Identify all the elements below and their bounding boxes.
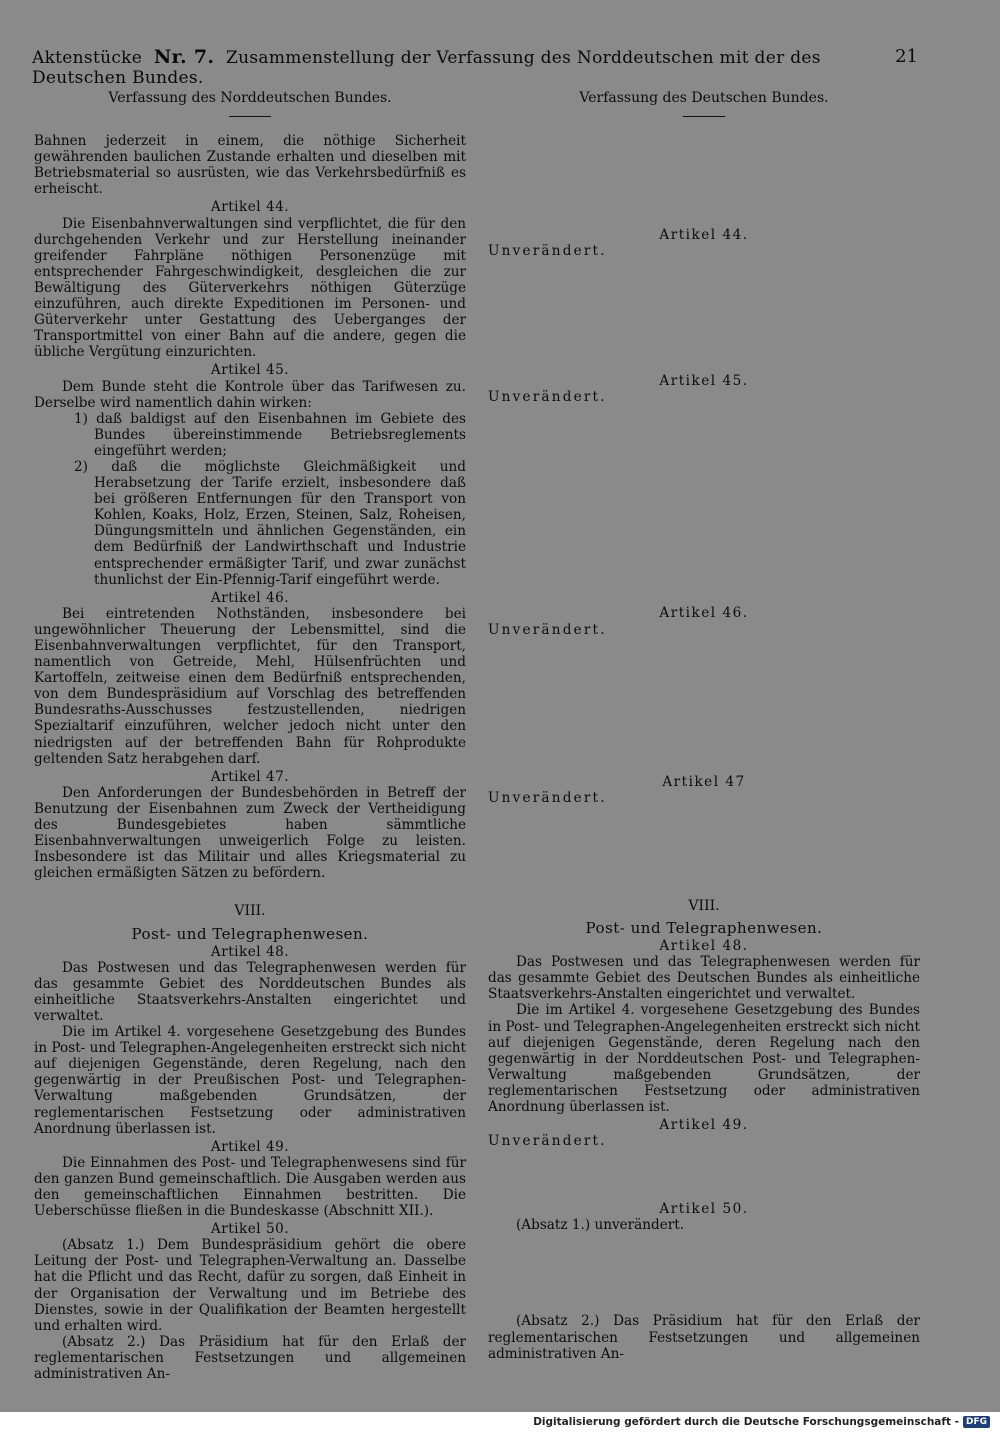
article-heading: Artikel 49. [659, 1117, 749, 1134]
unchanged-text: Unverändert. [488, 621, 607, 638]
header-title: Zusammenstellung der Verfassung des Norddeutschen mit der des Deutschen Bundes. [32, 48, 821, 88]
article-text: (Absatz 2.) Das Präsidium hat für den Erlaß der reglementarischen Festsetzungen und allgemeinen administrativen An- [488, 1313, 920, 1362]
article-text: Die im Artikel 4. vorgesehene Gesetzgebung des Bundes in Post- und Telegraphen-Angelegenheiten erstreckt sich nicht auf diejenigen Gegenstände, deren Regelung, nach den gegenwärtig in der Preußischen Post- und Telegraphen-Verwaltung maßgebenden Grundsätzen, der reglementarischen Festsetzung oder administrativen Anordnung überlassen ist. [34, 1024, 466, 1137]
list-item: 2) daß die möglichste Gleichmäßigkeit und Herabsetzung der Tarife erzielt, insbesondere daß bei größeren Entfernungen für den Transport von Kohlen, Koaks, Holz, Erzen, Steinen, Salz, Roheisen, Düngungsmitteln und ähnlichen Gegenständen, ein dem Bedürfniß der Landwirthschaft und Industrie entsprechender ermäßigter Tarif, und zwar zunächst thunlichst der Ein-Pfennig-Tarif eingeführt werde. [74, 458, 466, 588]
article-text: Die Eisenbahnverwaltungen sind verpflichtet, die für den durchgehenden Verkehr und zur Herstellung ineinander greifender Fahrpläne nöthigen Personenzüge mit entsprechender Fahrgeschwindigkeit, desgleichen die zur Bewältigung des Güterverkehrs nöthigen Güterzüge einzuführen, auch direkte Expeditionen im Personen- und Güterverkehr unter Gestattung des Ueberganges der Transportmittel von einer Bahn auf die andere, gegen die übliche Vergütung einzurichten. [34, 215, 466, 361]
title-rule [683, 116, 725, 117]
article-text: Bei eintretenden Nothständen, insbesondere bei ungewöhnlicher Theuerung der Lebensmittel, sind die Eisenbahnverwaltungen verpflichtet, für den Transport, namentlich von Getreide, Mehl, Hülsenfrüchten und Kartoffeln, zeitweise einen dem Bedürfniß entsprechenden, von dem Bundespräsidium auf Vorschlag des betreffenden Bundesraths-Ausschusses festzustellenden, niedrigen Spezialtarif einzuführen, welcher jedoch nicht unter den niedrigsten auf der betreffenden Bahn für Rohprodukte geltenden Satz herabgehen darf. [34, 605, 466, 767]
section-title: Post- und Telegraphenwesen. [131, 924, 369, 943]
page-number: 21 [895, 46, 918, 67]
section-number: VIII. [688, 897, 720, 914]
article-heading: Artikel 50. [210, 1221, 290, 1238]
article-text: (Absatz 2.) Das Präsidium hat für den Erlaß der reglementarischen Festsetzungen und allgemeinen administrativen An- [34, 1333, 466, 1383]
section-number: VIII. [234, 903, 266, 920]
left-column-title: Verfassung des Norddeutschen Bundes. [108, 90, 392, 106]
article-text: (Absatz 1.) unverändert. [516, 1217, 685, 1234]
page-header [32, 46, 920, 88]
article-heading: Artikel 46. [659, 605, 749, 622]
unchanged-text: Unverändert. [488, 243, 607, 260]
article-heading: Artikel 45. [659, 373, 749, 390]
article-heading: Artikel 48. [210, 943, 290, 960]
footer-credit [533, 1416, 990, 1428]
article-heading: Artikel 47 [662, 773, 746, 790]
unchanged-text: Unverändert. [488, 1133, 607, 1150]
article-heading: Artikel 50. [659, 1201, 749, 1218]
left-column [34, 90, 466, 1382]
article-heading: Artikel 45. [210, 362, 290, 379]
article-heading: Artikel 46. [210, 589, 290, 606]
intro-paragraph: Bahnen jederzeit in einem, die nöthige Sicherheit gewährenden baulichen Zustande erhalten und dieselben mit Betriebsmaterial so ausrüsten, wie das Verkehrsbedürfniß es erheischt. [34, 133, 466, 198]
article-text: (Absatz 1.) Dem Bundespräsidium gehört die obere Leitung der Post- und Telegraphen-Verwaltung an. Dasselbe hat die Pflicht und das Recht, dafür zu sorgen, daß Einheit in der Organisation der Verwaltung und im Betriebe des Dienstes, sowie in der Qualifikation der Beamten hergestellt und erhalten wird. [34, 1237, 466, 1334]
right-column-title: Verfassung des Deutschen Bundes. [579, 90, 829, 106]
footer-text: Digitalisierung gefördert durch die Deutsche Forschungsgemeinschaft - [533, 1416, 959, 1428]
header-label: Aktenstücke [32, 48, 143, 68]
article-text: Das Postwesen und das Telegraphenwesen werden für das gesammte Gebiet des Norddeutschen Bundes als einheitliche Staatsverkehrs-Anstalten eingerichtet und verwaltet. [34, 959, 466, 1024]
section-title: Post- und Telegraphenwesen. [585, 918, 823, 937]
article-heading: Artikel 44. [659, 227, 749, 244]
title-rule [229, 116, 271, 117]
right-column [488, 90, 920, 1362]
list-item: 1) daß baldigst auf den Eisenbahnen im Gebiete des Bundes übereinstimmende Betriebsreglements eingeführt werden; [74, 410, 466, 459]
dfg-logo: DFG [963, 1416, 990, 1428]
unchanged-text: Unverändert. [488, 389, 607, 406]
article-heading: Artikel 47. [210, 768, 290, 785]
article-heading: Artikel 48. [659, 938, 749, 955]
article-text: Die Einnahmen des Post- und Telegraphenwesens sind für den ganzen Bund gemeinschaftlich. Die Ausgaben werden aus den gemeinschaftlichen Einnahmen bestritten. Die Ueberschüsse fließen in die Bundeskasse (Abschnitt XII.). [34, 1154, 466, 1220]
article-text: Die im Artikel 4. vorgesehene Gesetzgebung des Bundes in Post- und Telegraphen-Angelegenheiten erstreckt sich nicht auf diejenigen Gegenstände, deren Regelung nach den gegenwärtig in der Norddeutschen Post- und Telegraphen-Verwaltung maßgebenden Grundsätzen, der reglementarischen Festsetzung oder administrativen Anordnung überlassen ist. [488, 1002, 920, 1115]
article-text: Das Postwesen und das Telegraphenwesen werden für das gesammte Gebiet des Deutschen Bundes als einheitliche Staatsverkehrs-Anstalten eingerichtet und verwaltet. [488, 954, 920, 1003]
document-number: Nr. 7. [153, 46, 215, 68]
article-text: Dem Bunde steht die Kontrole über das Tarifwesen zu. Derselbe wird namentlich dahin wirken: [34, 378, 466, 411]
article-text: Den Anforderungen der Bundesbehörden in Betreff der Benutzung der Eisenbahnen zum Zweck der Vertheidigung des Bundesgebietes haben sämmtliche Eisenbahnverwaltungen unweigerlich Folge zu leisten. Insbesondere ist das Militair und alles Kriegsmaterial zu gleichen ermäßigten Sätzen zu befördern. [34, 784, 466, 882]
unchanged-text: Unverändert. [488, 789, 607, 806]
article-heading: Artikel 49. [210, 1138, 290, 1155]
article-heading: Artikel 44. [210, 199, 290, 216]
